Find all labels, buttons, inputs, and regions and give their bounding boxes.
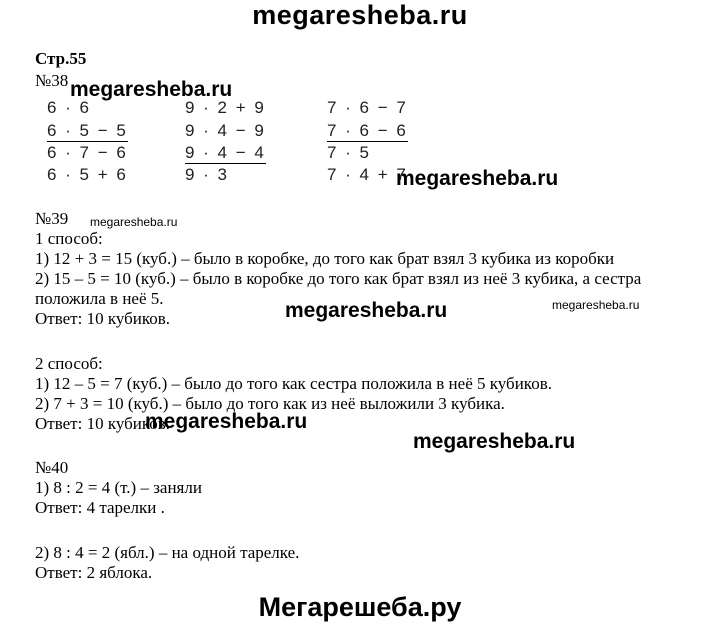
watermark-top: megaresheba.ru: [252, 0, 468, 30]
answer-line: Ответ: 2 яблока.: [35, 563, 153, 582]
watermark: megaresheba.ru: [90, 215, 178, 229]
watermark: megaresheba.ru: [145, 410, 308, 433]
expression-underlined: 7 · 6 − 6: [327, 121, 408, 140]
solution-line: 2) 7 + 3 = 10 (куб.) – было до того как из неё выложили 3 кубика.: [35, 394, 505, 413]
answer-line: Ответ: 10 кубиков.: [35, 414, 171, 433]
solution-line: 2) 8 : 4 = 2 (ябл.) – на одной тарелке.: [35, 543, 300, 562]
solution-line: положила в неё 5.: [35, 289, 164, 308]
expression: 9 · 3: [185, 165, 230, 184]
solution-line: 1) 12 – 5 = 7 (куб.) – было до того как сестра положила в неё 5 кубиков.: [35, 374, 552, 393]
expression-underlined: 9 · 4 − 4: [185, 143, 266, 162]
task-38-number: №38: [35, 71, 69, 90]
expression-underlined: 6 · 5 − 5: [47, 121, 128, 140]
expression: 7 · 5: [327, 143, 372, 162]
watermark: megaresheba.ru: [396, 167, 559, 190]
watermark: megaresheba.ru: [552, 298, 640, 312]
page-label: Стр.55: [35, 49, 87, 68]
solution-line: 1) 12 + 3 = 15 (куб.) – было в коробке, до того как брат взял 3 кубика из коробки: [35, 249, 615, 268]
expression: 6 · 6: [47, 98, 92, 117]
expression: 9 · 2 + 9: [185, 98, 266, 117]
expression: 7 · 4 + 7: [327, 165, 408, 184]
expression: 7 · 6 − 7: [327, 98, 408, 117]
solution-line: 1) 8 : 2 = 4 (т.) – заняли: [35, 478, 202, 497]
solution-line: 2) 15 – 5 = 10 (куб.) – было в коробке до того как брат взял из неё 3 кубика, а сестра: [35, 269, 642, 288]
watermark: megaresheba.ru: [285, 299, 448, 322]
watermark: megaresheba.ru: [413, 430, 576, 453]
answer-line: Ответ: 10 кубиков.: [35, 309, 171, 328]
expression: 9 · 4 − 9: [185, 121, 266, 140]
task-39-number: №39: [35, 209, 69, 228]
expression: 6 · 7 − 6: [47, 143, 128, 162]
method-1-title: 1 способ:: [35, 229, 103, 248]
watermark: megaresheba.ru: [70, 78, 233, 101]
expression: 6 · 5 + 6: [47, 165, 128, 184]
method-2-title: 2 способ:: [35, 354, 103, 373]
task-40-number: №40: [35, 458, 69, 477]
answer-line: Ответ: 4 тарелки .: [35, 498, 165, 517]
watermark-bottom: Мегарешеба.ру: [258, 592, 462, 622]
